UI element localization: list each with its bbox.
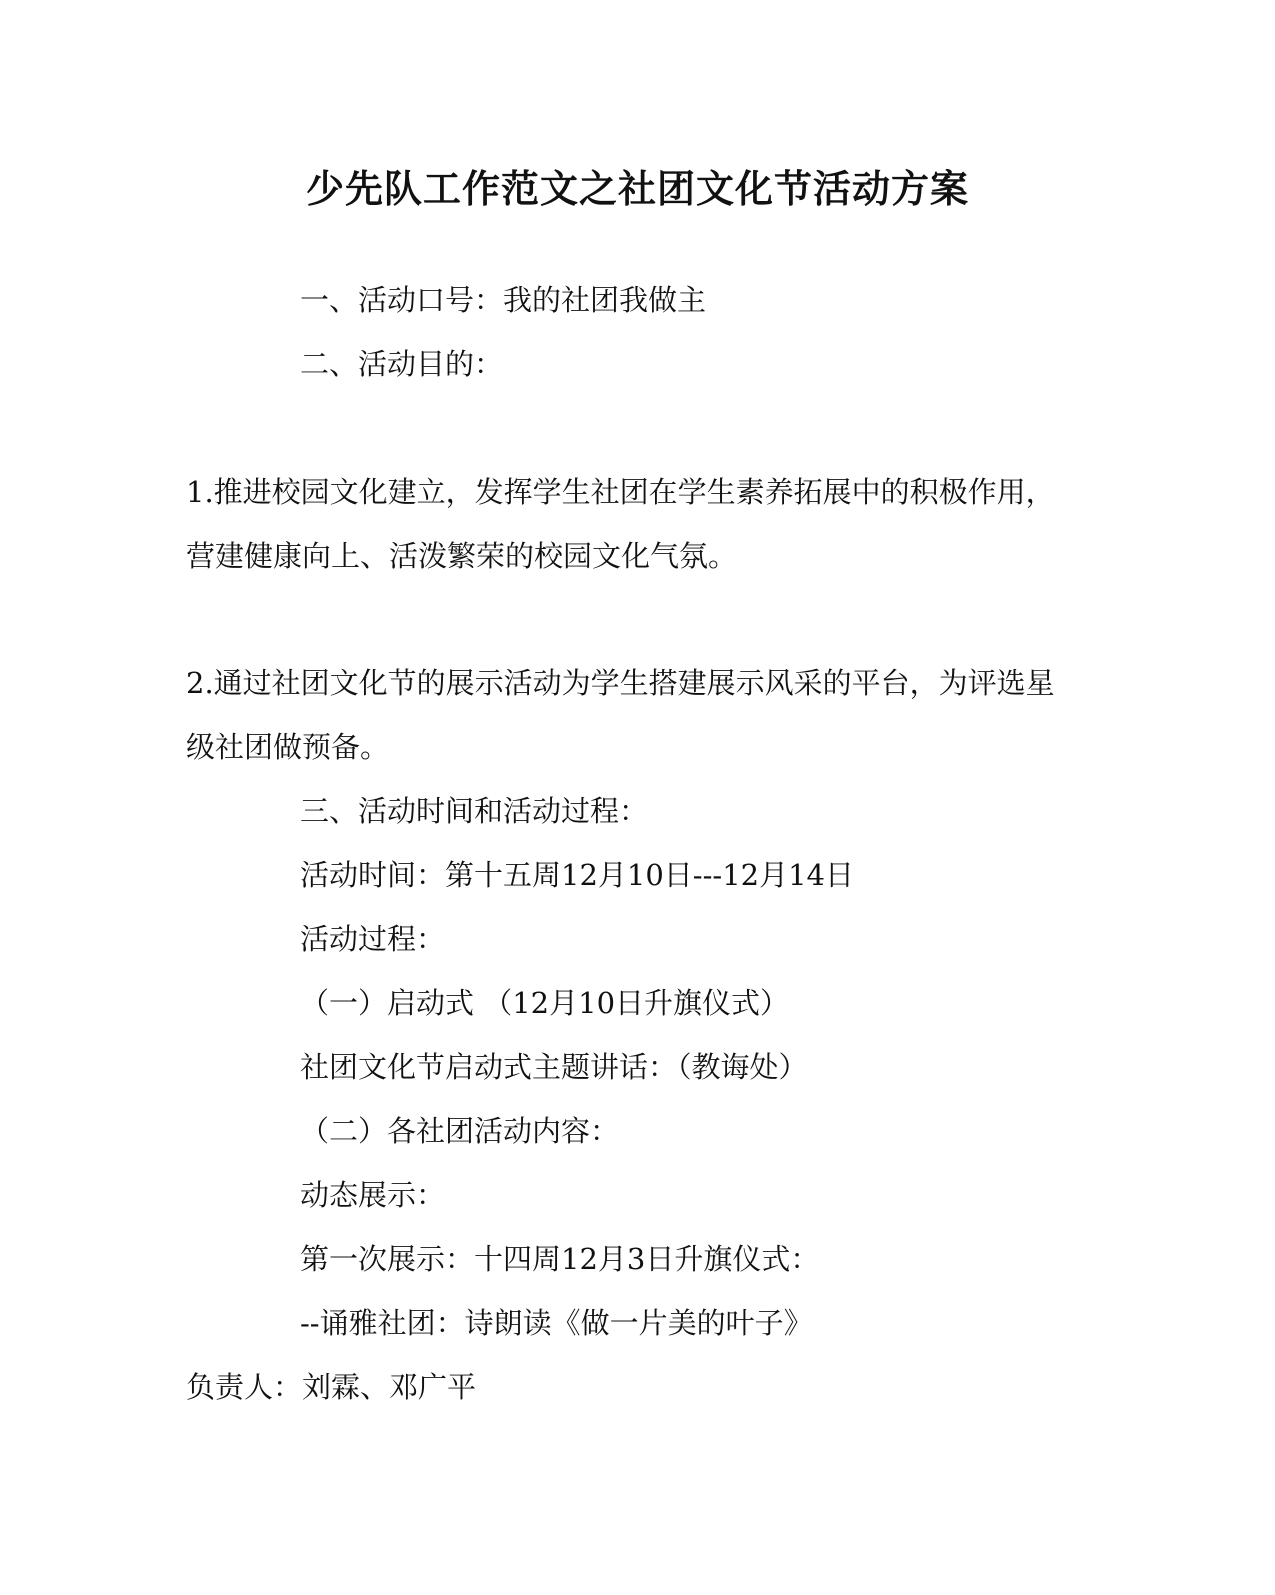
schedule-heading: 三、活动时间和活动过程： bbox=[300, 794, 649, 828]
first-display: 第一次展示：十四周12月3日升旗仪式： bbox=[300, 1242, 820, 1276]
launch-ceremony: （一）启动式 （12月10日升旗仪式） bbox=[300, 986, 790, 1020]
responsible-persons: 负责人：刘霖、邓广平 bbox=[186, 1370, 477, 1404]
purpose-item-2-cont: 级社团做预备。 bbox=[186, 730, 390, 764]
activity-process-label: 活动过程： bbox=[300, 922, 446, 956]
purpose-item-1-cont: 营建健康向上、活泼繁荣的校园文化气氛。 bbox=[186, 539, 738, 573]
dynamic-display-label: 动态展示： bbox=[300, 1178, 446, 1212]
recitation-club: --诵雅社团：诗朗读《做一片美的叶子》 bbox=[300, 1306, 813, 1340]
launch-speech: 社团文化节启动式主题讲话：（教诲处） bbox=[300, 1050, 808, 1084]
document-title: 少先队工作范文之社团文化节活动方案 bbox=[305, 166, 969, 211]
activity-time: 活动时间：第十五周12月10日---12月14日 bbox=[300, 858, 855, 892]
purpose-item-2: 2.通过社团文化节的展示活动为学生搭建展示风采的平台，为评选星 bbox=[186, 666, 1055, 700]
slogan-line: 一、活动口号：我的社团我做主 bbox=[300, 283, 707, 317]
purpose-heading: 二、活动目的： bbox=[300, 347, 504, 381]
club-activities-heading: （二）各社团活动内容： bbox=[300, 1114, 620, 1148]
purpose-item-1: 1.推进校园文化建立，发挥学生社团在学生素养拓展中的积极作用， bbox=[186, 475, 1055, 509]
